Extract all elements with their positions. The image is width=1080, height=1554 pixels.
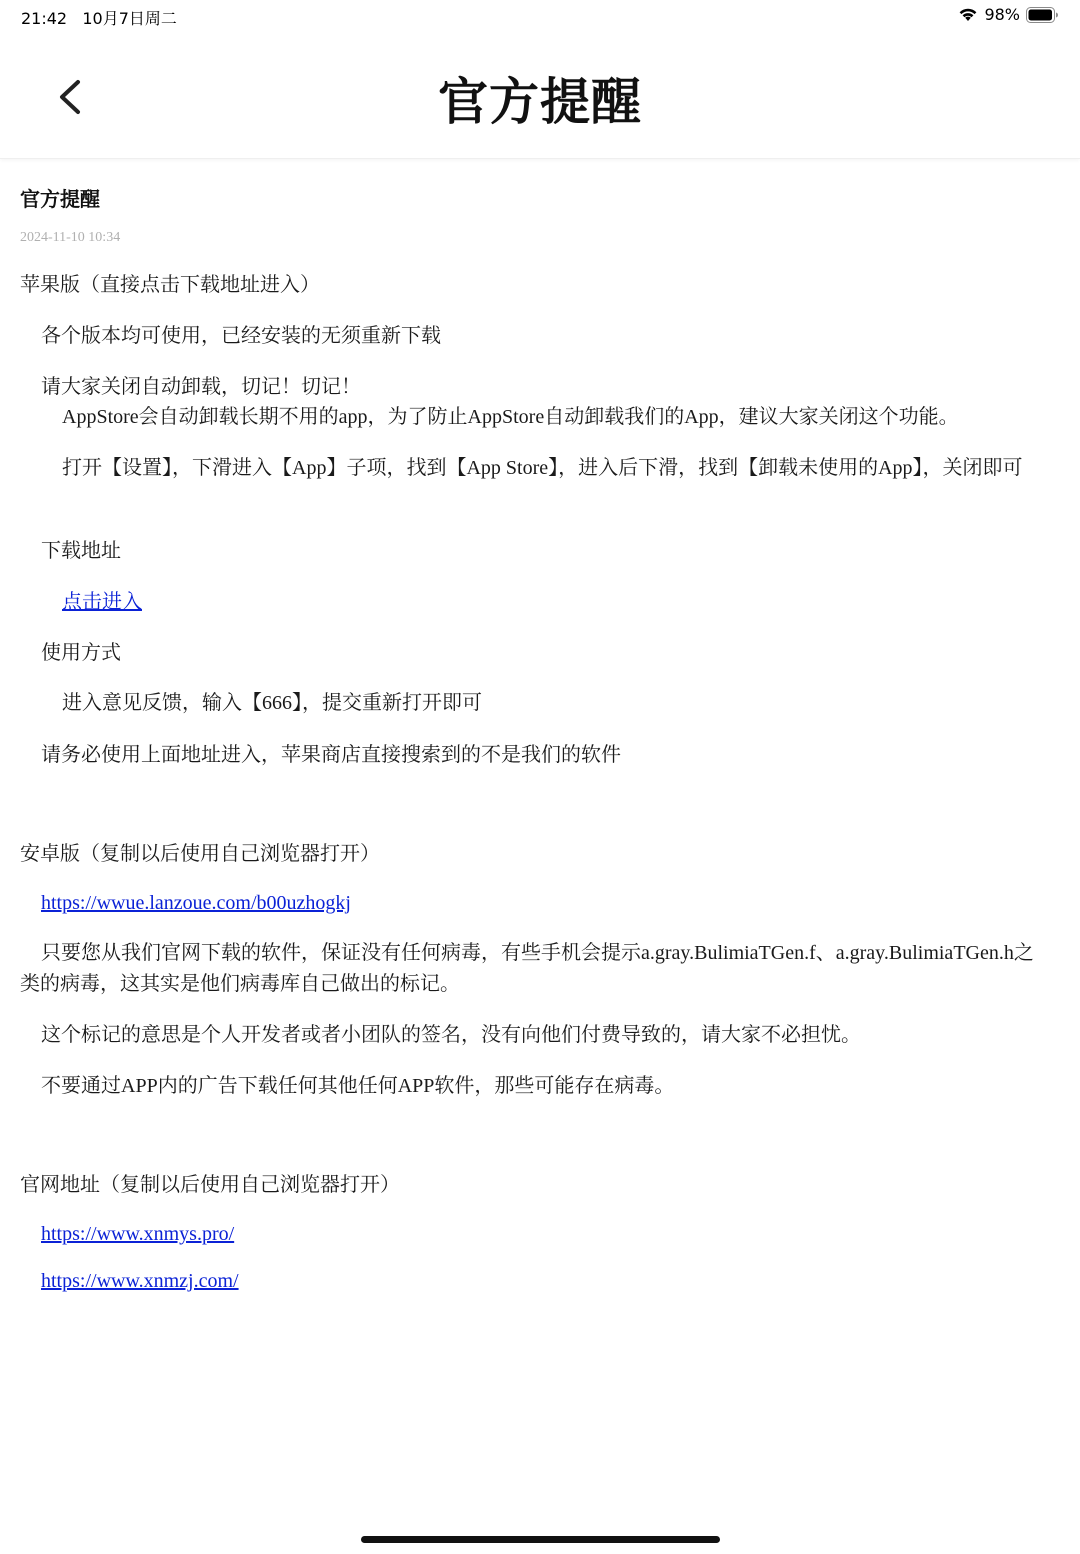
ios-download-label-text: 下载地址: [41, 538, 121, 562]
website-heading-text: 官网地址（复制以后使用自己浏览器打开）: [20, 1172, 400, 1196]
ios-download-link[interactable]: 点击进入: [62, 589, 142, 613]
ios-disable-offload: [41, 371, 1051, 403]
battery-fill: [1029, 9, 1053, 20]
ios-usage-label: [41, 637, 1051, 669]
battery-icon: [1026, 7, 1059, 23]
ios-usage-label-text: 使用方式: [41, 640, 121, 664]
battery-percent: 98%: [984, 5, 1020, 24]
ios-steps-text: 打开【设置】，下滑进入【App】子项，找到【App Store】，进入后下滑，找到【卸载未使用的App】，关闭即可: [62, 457, 1023, 479]
status-time: [21, 6, 177, 29]
status-right: [958, 5, 1059, 24]
website-link-1[interactable]: https://www.xnmys.pro/: [41, 1223, 235, 1245]
article-date: 2024-11-10 10:34: [20, 230, 121, 245]
ios-download-label: [41, 535, 1051, 567]
ios-offload-explain: [62, 402, 1052, 433]
ios-warning: [41, 739, 1051, 771]
android-virus-note: [20, 938, 1050, 1000]
website-link-row-2: [41, 1266, 1051, 1297]
website-heading: [20, 1169, 1050, 1201]
ios-all-versions: [41, 320, 1051, 352]
android-virus-note-text: 只要您从我们官网下载的软件，保证没有任何病毒，有些手机会提示a.gray.BulimiaTGen.f、a.gray.BulimiaTGen.h之类的病毒，这其实是他们病毒库自己做出的标记。: [20, 942, 1034, 995]
page-title: 官方提醒: [438, 73, 642, 131]
android-link-row: [41, 888, 1051, 919]
android-signature-note: [41, 1020, 1051, 1051]
ios-download-link-row: [62, 586, 1052, 618]
android-heading-text: 安卓版（复制以后使用自己浏览器打开）: [20, 841, 380, 865]
android-ads-note-text: 不要通过APP内的广告下载任何其他任何APP软件，那些可能存在病毒。: [41, 1075, 675, 1097]
ios-offload-explain-text: AppStore会自动卸载长期不用的app，为了防止AppStore自动卸载我们的App，建议大家关闭这个功能。: [62, 406, 959, 428]
ios-steps: [20, 453, 1050, 484]
nav-header: [0, 34, 1080, 159]
wifi-icon: [958, 7, 978, 22]
android-heading: [20, 838, 1050, 870]
ios-all-versions-text: 各个版本均可使用，已经安装的无须重新下载: [41, 323, 441, 347]
ios-usage-steps: [62, 688, 1052, 719]
status-date: 10月7日周二: [82, 9, 177, 28]
android-download-link[interactable]: https://wwue.lanzoue.com/b00uzhogkj: [41, 892, 351, 914]
ios-usage-steps-text: 进入意见反馈，输入【666】，提交重新打开即可: [62, 692, 482, 714]
status-bar: [0, 0, 1080, 34]
article-title: 官方提醒: [20, 187, 100, 211]
ios-heading-text: 苹果版（直接点击下载地址进入）: [20, 272, 320, 296]
ios-disable-offload-text: 请大家关闭自动卸载，切记！切记！: [41, 374, 361, 398]
ios-heading: [20, 269, 1050, 301]
website-link-2[interactable]: https://www.xnmzj.com/: [41, 1270, 239, 1292]
home-indicator[interactable]: [361, 1536, 720, 1543]
android-signature-note-text: 这个标记的意思是个人开发者或者小团队的签名，没有向他们付费导致的，请大家不必担忧。: [41, 1024, 861, 1046]
ios-warning-text: 请务必使用上面地址进入，苹果商店直接搜索到的不是我们的软件: [41, 742, 621, 766]
status-clock: 21:42: [21, 9, 68, 28]
website-link-row-1: [41, 1219, 1051, 1250]
android-ads-note: [41, 1071, 1051, 1102]
